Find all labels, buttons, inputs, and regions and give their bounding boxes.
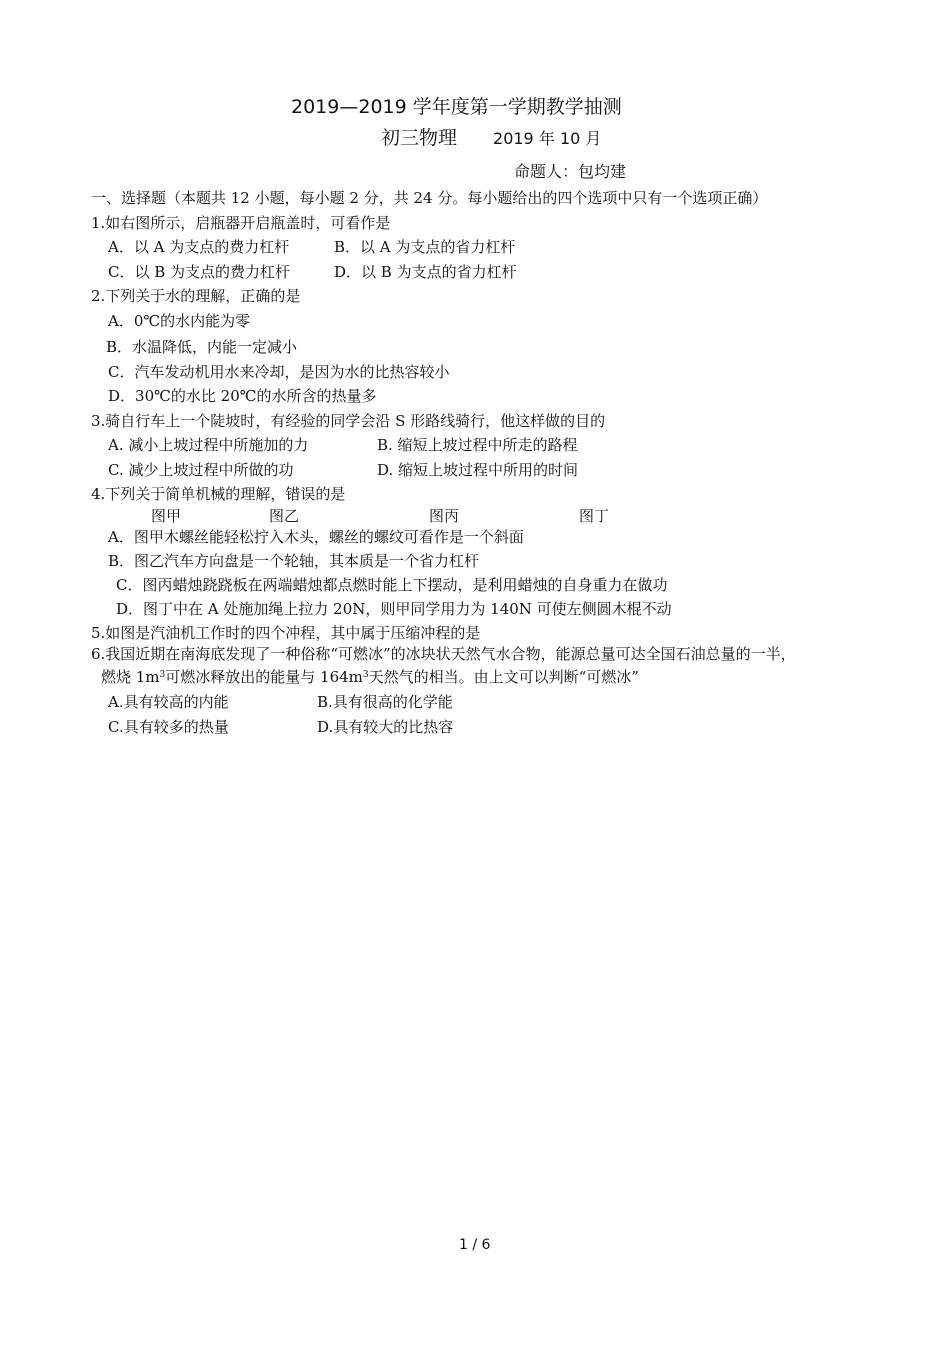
question-3-option-c: C. 减少上坡过程中所做的功 bbox=[108, 461, 294, 479]
question-1-option-d: D．以 B 为支点的省力杠杆 bbox=[334, 263, 517, 281]
figure-label-jia: 图甲 bbox=[151, 507, 182, 525]
question-4-option-c: C．图丙蜡烛跷跷板在两端蜡烛都点燃时能上下摆动，是利用蜡烛的自身重力在做功 bbox=[116, 576, 668, 594]
question-6-stem-line2 bbox=[101, 666, 639, 688]
question-3-option-d: D. 缩短上坡过程中所用的时间 bbox=[377, 461, 579, 479]
exam-subtitle bbox=[381, 125, 601, 152]
question-6-text-a: 燃烧 1m bbox=[101, 668, 160, 686]
question-2-option-c: C．汽车发动机用水来冷却，是因为水的比热容较小 bbox=[108, 363, 450, 381]
figure-label-yi: 图乙 bbox=[269, 507, 300, 525]
question-4-stem: 4.下列关于简单机械的理解，错误的是 bbox=[91, 485, 346, 503]
question-3-option-b: B. 缩短上坡过程中所走的路程 bbox=[377, 436, 578, 454]
superscript-3: 3 bbox=[362, 670, 369, 680]
figure-label-bing: 图丙 bbox=[429, 507, 460, 525]
figure-label-ding: 图丁 bbox=[579, 507, 610, 525]
question-6-option-b: B.具有很高的化学能 bbox=[317, 693, 453, 711]
exam-title: 2019—2019 学年度第一学期教学抽测 bbox=[291, 96, 622, 118]
page-number: 1 / 6 bbox=[459, 1237, 491, 1253]
question-6-option-a: A.具有较高的内能 bbox=[108, 693, 229, 711]
exam-date: 2019 年 10 月 bbox=[493, 129, 602, 148]
question-4-option-d: D．图丁中在 A 处施加绳上拉力 20N，则甲同学用力为 140N 可使左侧圆木棍不动 bbox=[116, 600, 672, 618]
question-1-option-c: C．以 B 为支点的费力杠杆 bbox=[108, 263, 291, 281]
question-6-option-d: D.具有较大的比热容 bbox=[317, 718, 454, 736]
question-5-stem: 5.如图是汽油机工作时的四个冲程，其中属于压缩冲程的是 bbox=[91, 624, 481, 642]
question-4-option-a: A．图甲木螺丝能轻松拧入木头，螺丝的螺纹可看作是一个斜面 bbox=[108, 528, 524, 546]
section-heading: 一、选择题（本题共 12 小题，每小题 2 分，共 24 分。每小题给出的四个选项中只有一个选项正确） bbox=[91, 189, 768, 207]
subject-label: 初三物理 bbox=[381, 127, 458, 149]
question-2-option-a: A．0℃的水内能为零 bbox=[108, 312, 251, 330]
question-6-option-c: C.具有较多的热量 bbox=[108, 718, 229, 736]
question-1-option-a: A．以 A 为支点的费力杠杆 bbox=[108, 238, 290, 256]
exam-author: 命题人：包均建 bbox=[514, 162, 627, 181]
question-6-text-b: 可燃冰释放出的能量与 164m bbox=[165, 668, 363, 686]
question-2-stem: 2.下列关于水的理解，正确的是 bbox=[91, 287, 301, 305]
question-6-text-c: 天然气的相当。由上文可以判断“可燃冰” bbox=[368, 668, 639, 686]
question-3-option-a: A. 减小上坡过程中所施加的力 bbox=[108, 436, 309, 454]
question-3-stem: 3.骑自行车上一个陡坡时，有经验的同学会沿 S 形路线骑行，他这样做的目的 bbox=[91, 412, 606, 430]
question-4-option-b: B．图乙汽车方向盘是一个轮轴，其本质是一个省力杠杆 bbox=[108, 552, 480, 570]
question-1-option-b: B．以 A 为支点的省力杠杆 bbox=[334, 238, 516, 256]
question-6-stem-line1: 6.我国近期在南海底发现了一种俗称“可燃冰”的冰块状天然气水合物，能源总量可达全国石油总量的一半， bbox=[91, 645, 796, 663]
question-2-option-d: D．30℃的水比 20℃的水所含的热量多 bbox=[108, 387, 377, 405]
superscript-3: 3 bbox=[159, 670, 166, 680]
question-2-option-b: B．水温降低，内能一定减小 bbox=[106, 338, 298, 356]
question-1-stem: 1.如右图所示，启瓶器开启瓶盖时，可看作是 bbox=[91, 214, 391, 232]
